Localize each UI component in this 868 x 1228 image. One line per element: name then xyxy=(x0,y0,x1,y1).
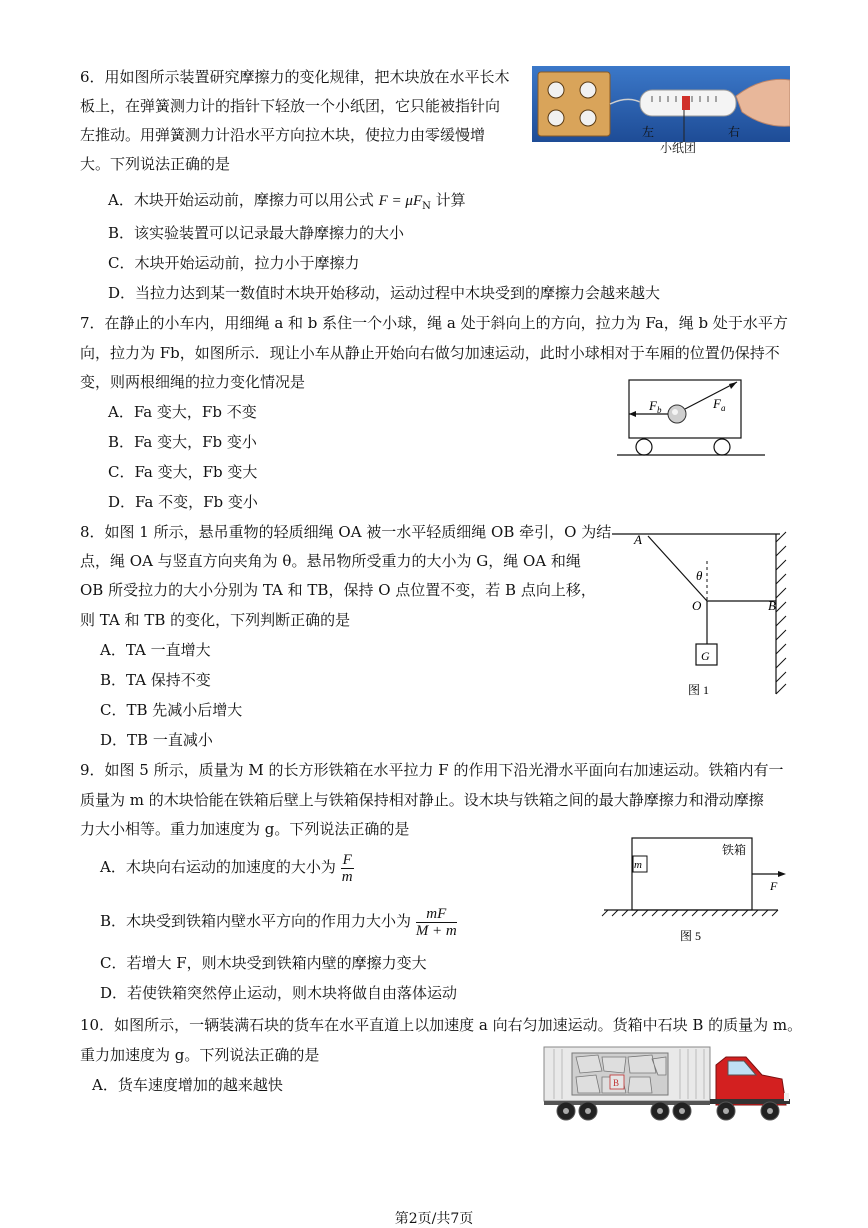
q6-line-4: 大。下列说法正确的是 xyxy=(80,155,231,173)
q6-line-2: 板上，在弹簧测力计的指针下轻放一个小纸团，它只能被指针向 xyxy=(80,97,501,115)
q10-figure xyxy=(540,1043,790,1125)
q10-label-stone: B xyxy=(613,1078,620,1088)
q10-line-2: 重力加速度为 g。下列说法正确的是 xyxy=(80,1046,320,1064)
q8-label-a: A xyxy=(634,532,642,547)
q8-option-d[interactable]: D．TB 一直减小 xyxy=(100,731,213,749)
q7-figure xyxy=(615,376,767,460)
q7-line-3: 变，则两根细绳的拉力变化情况是 xyxy=(80,373,306,391)
q7-label-fa: $F_a$ xyxy=(713,396,726,413)
q6-option-a[interactable] xyxy=(108,190,466,217)
page-footer: 第2页/共7页 xyxy=(394,1211,474,1227)
q8-label-theta: θ xyxy=(696,568,703,583)
q8-label-g: G xyxy=(701,649,710,663)
q9-label-f: F xyxy=(770,879,778,893)
q6-option-c[interactable]: C．木块开始运动前，拉力小于摩擦力 xyxy=(108,254,360,272)
q6-option-a-sub: N xyxy=(422,201,431,212)
q9-option-b-text: B．木块受到铁箱内壁水平方向的作用力大小为 xyxy=(100,912,412,930)
q8-figure xyxy=(612,528,792,700)
q6-option-a-text: A．木块开始运动前，摩擦力可以用公式 xyxy=(108,191,374,209)
q9-option-d[interactable]: D．若使铁箱突然停止运动，则木块将做自由落体运动 xyxy=(100,984,458,1002)
q9-label-box: 铁箱 xyxy=(722,843,747,857)
q7-line-1: 7．在静止的小车内，用细绳 a 和 b 系住一个小球，绳 a 处于斜向上的方向，拉力为 Fa，绳 b 处于水平方 xyxy=(80,314,788,332)
q8-line-2: 点，绳 OA 与竖直方向夹角为 θ。悬吊物所受重力的大小为 G，绳 OA 和绳 xyxy=(80,552,581,570)
q9-label-m: m xyxy=(634,859,642,871)
q7-line-2: 向，拉力为 Fb，如图所示．现让小车从静止开始向右做匀加速运动，此时小球相对于车厢的位置仍保持不 xyxy=(80,344,780,362)
q8-label-b: B xyxy=(768,598,776,613)
q9-option-a-fraction: $\frac{F}{m}$ xyxy=(341,851,353,885)
q8-figure-caption: 图 1 xyxy=(688,683,710,697)
q8-option-b[interactable]: B．TA 保持不变 xyxy=(100,671,211,689)
q6-option-a-formula: F = μF xyxy=(378,193,423,209)
q9-line-1: 9．如图 5 所示，质量为 M 的长方形铁箱在水平拉力 F 的作用下沿光滑水平面向右加速运动。铁箱内有一 xyxy=(80,761,784,779)
q9-line-2: 质量为 m 的木块恰能在铁箱后壁上与铁箱保持相对静止。设木块与铁箱之间的最大静摩擦力和滑动摩擦 xyxy=(80,791,764,809)
q8-label-o: O xyxy=(692,598,702,613)
q9-line-3: 力大小相等。重力加速度为 g。下列说法正确的是 xyxy=(80,820,410,838)
q7-label-fb: $F_b$ xyxy=(649,398,662,415)
q9-option-c[interactable]: C．若增大 F，则木块受到铁箱内壁的摩擦力变大 xyxy=(100,954,427,972)
q7-option-d[interactable]: D．Fa 不变，Fb 变小 xyxy=(108,493,258,511)
q6-figure xyxy=(532,66,790,156)
q6-line-3: 左推动。用弹簧测力计沿水平方向拉木块，使拉力由零缓慢增 xyxy=(80,126,486,144)
q8-option-a[interactable]: A．TA 一直增大 xyxy=(100,641,211,659)
q7-option-a[interactable]: A．Fa 变大，Fb 不变 xyxy=(108,403,257,421)
q10-option-a[interactable]: A．货车速度增加的越来越快 xyxy=(92,1076,283,1094)
q6-label-right: 右 xyxy=(728,125,741,139)
q8-line-4: 则 TA 和 TB 的变化，下列判断正确的是 xyxy=(80,611,351,629)
q8-option-c[interactable]: C．TB 先减小后增大 xyxy=(100,701,243,719)
q6-option-a-post: 计算 xyxy=(435,191,466,209)
q6-option-b[interactable]: B．该实验装置可以记录最大静摩擦力的大小 xyxy=(108,224,405,242)
q9-option-b-fraction: $\frac{mF}{M + m}$ xyxy=(415,905,457,939)
q10-line-1: 10．如图所示，一辆装满石块的货车在水平直道上以加速度 a 向右匀加速运动。货箱中石块 B 的质量为 m。 xyxy=(80,1016,803,1034)
q6-line-1: 6．用如图所示装置研究摩擦力的变化规律，把木块放在水平长木 xyxy=(80,68,510,86)
q9-option-a-text: A．木块向右运动的加速度的大小为 xyxy=(100,858,336,876)
q7-option-c[interactable]: C．Fa 变大，Fb 变大 xyxy=(108,463,258,481)
q6-option-d[interactable]: D．当拉力达到某一数值时木块开始移动，运动过程中木块受到的摩擦力会越来越大 xyxy=(108,284,661,302)
q9-option-b[interactable] xyxy=(100,904,457,939)
q9-figure xyxy=(600,834,792,946)
q6-label-left: 左 xyxy=(642,125,655,139)
q9-figure-caption: 图 5 xyxy=(680,929,702,943)
q9-option-a[interactable] xyxy=(100,850,354,885)
q6-figure-caption: 小纸团 xyxy=(660,141,697,155)
q8-line-1: 8．如图 1 所示，悬吊重物的轻质细绳 OA 被一水平轻质细绳 OB 牵引，O 为结 xyxy=(80,523,612,541)
q7-option-b[interactable]: B．Fa 变大，Fb 变小 xyxy=(108,433,257,451)
q8-line-3: OB 所受拉力的大小分别为 TA 和 TB，保持 O 点位置不变，若 B 点向上移， xyxy=(80,581,596,599)
